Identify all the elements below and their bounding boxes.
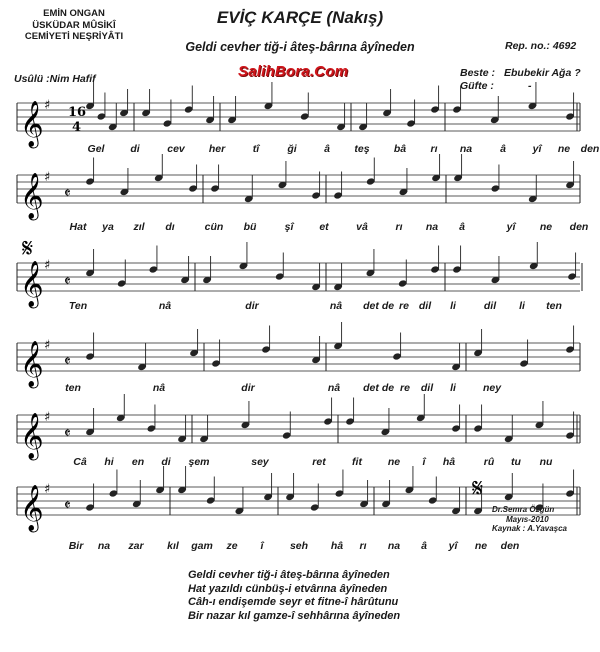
lyrics-row	[0, 143, 600, 157]
treble-clef-icon: 𝄞	[20, 413, 44, 459]
lyric-syllable: na	[459, 143, 473, 155]
lyric-syllable: şem	[188, 456, 210, 468]
lyric-syllable: en	[131, 456, 145, 468]
lyrics-row	[0, 456, 600, 470]
lyric-syllable: sey	[251, 456, 269, 468]
segno-sign-start: 𝄋	[22, 234, 34, 264]
treble-clef-icon: 𝄞	[20, 261, 44, 307]
lyric-syllable: ne	[387, 456, 401, 468]
key-signature-sharp: ♯	[44, 482, 51, 497]
lyric-syllable: â	[500, 143, 506, 155]
lyric-syllable: dir	[241, 382, 255, 394]
lyric-syllable: den	[580, 143, 600, 155]
lyric-syllable: vâ	[356, 221, 368, 233]
gufte-value: -	[528, 80, 532, 92]
lyric-syllable: cün	[204, 221, 224, 233]
key-signature-sharp: ♯	[44, 258, 51, 273]
lyric-syllable: ne	[474, 540, 488, 552]
lyric-syllable: hâ	[442, 456, 456, 468]
page-subtitle: Geldi cevher tiğ-i âteş-bârına âyîneden	[185, 40, 415, 54]
lyric-syllable: et	[319, 221, 329, 233]
credit-line: Dr.Semra Özgün	[492, 505, 555, 514]
lyric-syllable: dil	[483, 300, 497, 312]
verse-line: Câh-ı endişemde seyr et fitne-î hârûtunu	[188, 596, 399, 608]
lyric-syllable: na	[387, 540, 401, 552]
key-signature-sharp: ♯	[44, 98, 51, 113]
lyric-syllable: gam	[191, 540, 213, 552]
time-signature-top: 16	[68, 105, 87, 120]
lyric-syllable: di	[130, 143, 140, 155]
lyric-syllable: her	[208, 143, 226, 155]
lyric-syllable: rı	[359, 540, 367, 552]
publisher-line-3: CEMİYETİ NEŞRİYÂTI	[24, 31, 124, 42]
lyric-syllable: rı	[395, 221, 403, 233]
lyric-syllable: nâ	[158, 300, 172, 312]
lyric-syllable: seh	[289, 540, 309, 552]
lyric-syllable: zıl	[133, 221, 145, 233]
key-signature-sharp: ♯	[44, 410, 51, 425]
lyric-syllable: det	[363, 300, 379, 312]
lyric-syllable: dil	[420, 382, 434, 394]
lyric-syllable: na	[97, 540, 111, 552]
lyric-syllable: hi	[104, 456, 114, 468]
lyric-syllable: şî	[284, 221, 294, 233]
lyric-syllable: nu	[539, 456, 553, 468]
key-signature-sharp: ♯	[44, 338, 51, 353]
lyrics-row	[0, 540, 600, 554]
credits-block	[492, 505, 567, 534]
credit-line: Kaynak : A.Yavaşca	[492, 524, 568, 533]
lyric-syllable: ten	[546, 300, 562, 312]
lyric-syllable: den	[569, 221, 589, 233]
credit-line: Mayıs-2010	[506, 514, 549, 524]
lyric-syllable: tî	[252, 143, 260, 155]
lyric-syllable: nâ	[329, 300, 343, 312]
lyric-syllable: li	[450, 382, 456, 394]
cut-time-icon: 𝄵	[64, 272, 71, 290]
lyrics-row	[0, 221, 600, 235]
lyric-syllable: nâ	[327, 382, 341, 394]
repertoire-number: Rep. no.: 4692	[505, 40, 577, 52]
lyric-syllable: re	[400, 382, 410, 394]
treble-clef-icon: 𝄞	[20, 341, 44, 387]
lyric-syllable: ne	[539, 221, 553, 233]
lyric-syllable: yî	[506, 221, 516, 233]
lyric-syllable: Gel	[87, 143, 105, 155]
publisher-line-2: ÜSKÜDAR MÛSİKÎ	[32, 19, 116, 31]
verse-line: Geldi cevher tiğ-i âteş-bârına âyîneden	[188, 569, 390, 581]
lyric-syllable: Bir	[68, 540, 84, 552]
lyric-syllable: det	[363, 382, 379, 394]
lyric-syllable: ret	[312, 456, 326, 468]
key-signature-sharp: ♯	[44, 170, 51, 185]
lyric-syllable: den	[500, 540, 520, 552]
lyric-syllable: kıl	[167, 540, 179, 552]
beste-value: Ebubekir Ağa ?	[504, 67, 581, 79]
lyric-syllable: ği	[287, 143, 297, 155]
lyric-syllable: di	[161, 456, 171, 468]
publisher-line-1: EMİN ONGAN	[43, 8, 105, 19]
verse-line: Bir nazar kıl gamze-î sehhârına âyîneden	[188, 609, 401, 622]
lyric-syllable: teş	[354, 143, 370, 155]
lyric-syllable: fit	[352, 456, 362, 468]
lyric-syllable: Ten	[68, 300, 88, 312]
lyric-syllable: ne	[557, 143, 571, 155]
lyric-syllable: Hat	[69, 221, 87, 233]
lyrics-row	[0, 382, 600, 396]
gufte-label: Güfte :	[460, 80, 494, 92]
verse-line: Hat yazıldı cünbüş-i etvârına âyîneden	[188, 582, 388, 595]
segno-sign-end: 𝄋	[472, 474, 484, 504]
cut-time-icon: 𝄵	[64, 352, 71, 370]
lyric-syllable: de	[381, 300, 395, 312]
lyric-syllable: zar	[128, 540, 144, 552]
cut-time-icon: 𝄵	[64, 184, 71, 202]
page-title: EVİÇ KARÇE (Nakış)	[216, 8, 384, 27]
lyric-syllable: bü	[243, 221, 257, 233]
lyric-syllable: â	[459, 221, 465, 233]
lyric-syllable: dir	[245, 300, 259, 312]
treble-clef-icon: 𝄞	[20, 101, 44, 147]
lyric-syllable: ney	[482, 382, 502, 394]
lyric-syllable: na	[425, 221, 439, 233]
lyric-syllable: Câ	[73, 456, 87, 468]
lyric-syllable: li	[450, 300, 456, 312]
treble-clef-icon: 𝄞	[20, 485, 44, 531]
lyric-syllable: bâ	[393, 143, 407, 155]
beste-label: Beste :	[460, 67, 496, 79]
lyric-syllable: ya	[102, 221, 114, 233]
lyric-syllable: cev	[167, 143, 185, 155]
lyric-syllable: li	[519, 300, 525, 312]
lyric-syllable: ten	[65, 382, 81, 394]
cut-time-icon: 𝄵	[64, 424, 71, 442]
site-logo: SalihBora.Com	[238, 63, 349, 80]
time-signature-bottom: 4	[72, 120, 82, 135]
verse-block	[188, 569, 400, 623]
lyric-syllable: yî	[532, 143, 542, 155]
usul-label: Usûlü :Nim Hafif	[14, 73, 96, 85]
lyric-syllable: î	[260, 540, 264, 552]
lyric-syllable: ze	[226, 540, 238, 552]
lyric-syllable: yî	[448, 540, 458, 552]
lyric-syllable: â	[421, 540, 427, 552]
lyric-syllable: hâ	[330, 540, 344, 552]
lyrics-row	[0, 300, 600, 314]
lyric-syllable: â	[324, 143, 330, 155]
lyric-syllable: nâ	[152, 382, 166, 394]
lyric-syllable: de	[381, 382, 395, 394]
treble-clef-icon: 𝄞	[20, 173, 44, 219]
lyric-syllable: re	[399, 300, 409, 312]
lyric-syllable: tu	[511, 456, 521, 468]
lyric-syllable: rı	[430, 143, 438, 155]
lyric-syllable: dı	[165, 221, 175, 233]
lyric-syllable: dil	[418, 300, 432, 312]
lyric-syllable: î	[422, 456, 426, 468]
cut-time-icon: 𝄵	[64, 496, 71, 514]
lyric-syllable: rû	[483, 456, 495, 468]
